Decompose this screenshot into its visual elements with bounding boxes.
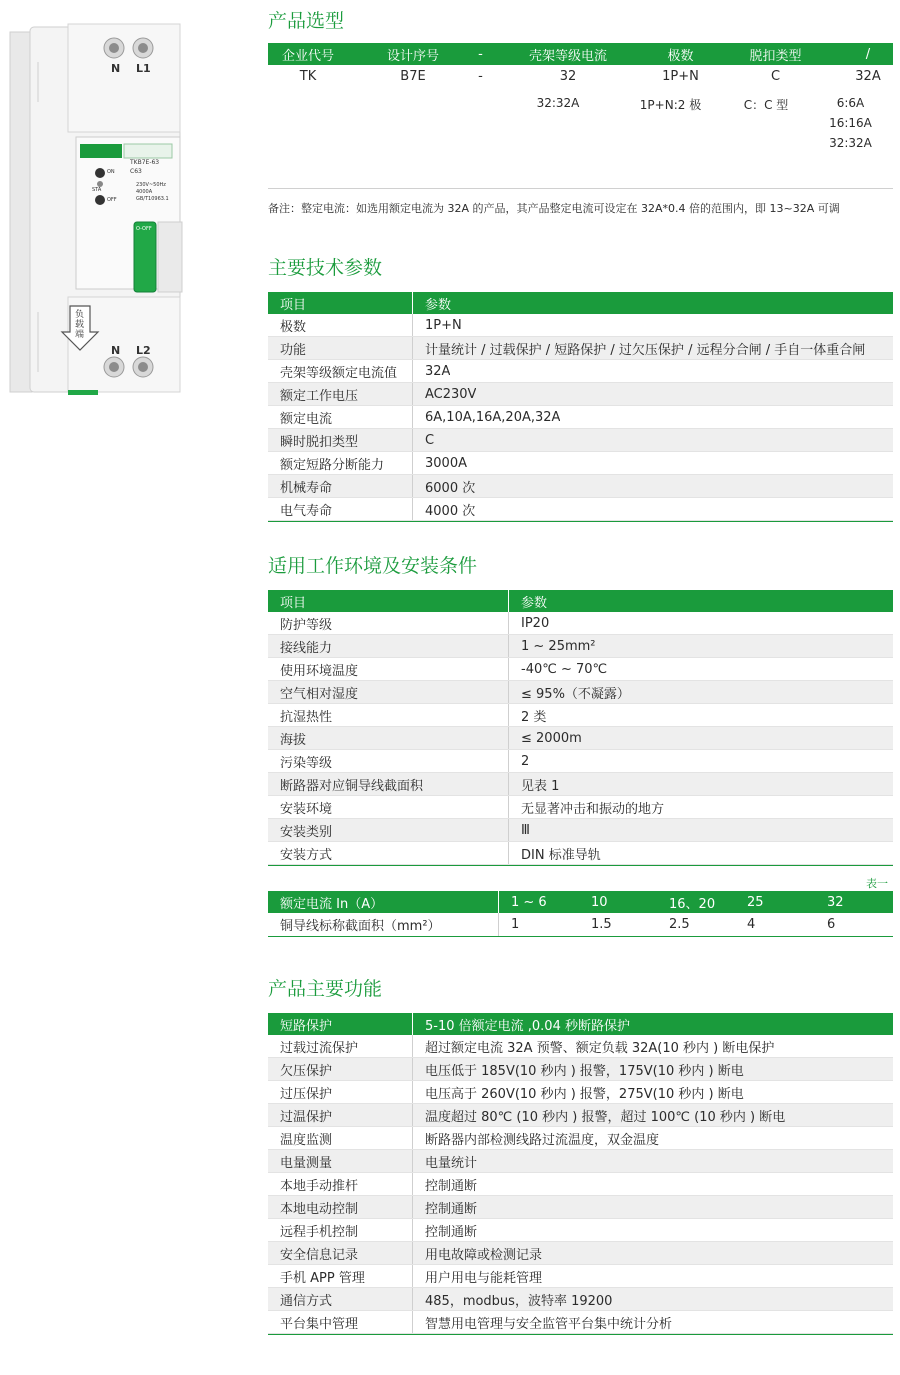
- value-frame-current: 32: [559, 69, 577, 84]
- env-item: 安装环境: [268, 796, 509, 818]
- functions-item: 本地手动推杆: [268, 1173, 413, 1195]
- header-poles: 极数: [667, 48, 694, 64]
- value-dash: -: [478, 69, 483, 84]
- tech-item: 极数: [268, 314, 413, 336]
- header-frame-current: 壳架等级电流: [528, 48, 607, 64]
- rating-text: C63: [130, 168, 142, 175]
- env-row: [268, 635, 893, 658]
- env-value: DIN 标准导轨: [521, 847, 601, 863]
- tech-value: 计量统计 / 过载保护 / 短路保护 / 过欠压保护 / 远程分合闸 / 手自一体重合闸: [425, 342, 866, 358]
- wire-val-3: 2.5: [669, 917, 690, 932]
- env-row: [268, 658, 893, 681]
- selection-title: 产品选型: [268, 10, 345, 32]
- tech-row: [268, 383, 893, 406]
- functions-item: 过载过流保护: [268, 1035, 413, 1057]
- on-button-label: ON: [107, 169, 115, 175]
- functions-value: 电压低于 185V(10 秒内 ) 报警，175V(10 秒内 ) 断电: [425, 1063, 744, 1079]
- wire-val-4: 4: [747, 917, 756, 932]
- functions-item: 电量测量: [268, 1150, 413, 1172]
- functions-row: [268, 1127, 893, 1150]
- functions-row: [268, 1288, 893, 1311]
- env-row: [268, 704, 893, 727]
- functions-value: 控制通断: [425, 1224, 478, 1240]
- header-dash: -: [478, 46, 483, 62]
- functions-item: 平台集中管理: [268, 1311, 413, 1333]
- wire-val-1: 1: [511, 917, 520, 932]
- off-button-label: OFF: [107, 197, 117, 203]
- functions-value: 用户用电与能耗管理: [425, 1270, 543, 1286]
- wire-head-2: 10: [591, 894, 608, 910]
- header-trip-type: 脱扣类型: [749, 48, 802, 64]
- functions-item: 远程手机控制: [268, 1219, 413, 1241]
- functions-item: 过温保护: [268, 1104, 413, 1126]
- env-item: 断路器对应铜导线截面积: [268, 773, 509, 795]
- option-poles: 1P+N:2 极: [639, 98, 702, 112]
- env-item: 污染等级: [268, 750, 509, 772]
- selection-note: 备注：整定电流：如选用额定电流为 32A 的产品，其产品整定电流可设定在 32A*0.4 倍的范围内，即 13~32A 可调: [268, 202, 840, 215]
- wire-table: [268, 891, 893, 937]
- env-item: 抗湿热性: [268, 704, 509, 726]
- functions-title: 产品主要功能: [268, 978, 383, 1000]
- product-image: [8, 12, 198, 397]
- tech-value: 6000 次: [425, 480, 476, 496]
- option-rated-2: 16:16A: [829, 116, 872, 130]
- switch-label: O-OFF: [136, 226, 152, 232]
- wire-head-5: 32: [827, 894, 844, 910]
- tech-title: 主要技术参数: [268, 257, 383, 279]
- divider: [268, 188, 893, 189]
- functions-row: [268, 1173, 893, 1196]
- tech-value: 6A,10A,16A,20A,32A: [425, 409, 561, 425]
- env-item: 安装方式: [268, 842, 509, 864]
- env-value: 2: [521, 753, 530, 769]
- option-rated-1: 6:6A: [836, 96, 865, 110]
- functions-row: [268, 1104, 893, 1127]
- functions-row: [268, 1219, 893, 1242]
- value-rated: 32A: [855, 69, 881, 84]
- functions-value: 温度超过 80℃ (10 秒内 ) 报警，超过 100℃ (10 秒内 ) 断电: [425, 1109, 786, 1125]
- wire-val-0: 铜导线标称截面积（mm²）: [268, 913, 499, 936]
- tech-row: [268, 452, 893, 475]
- env-row: [268, 796, 893, 819]
- tech-item: 额定电流: [268, 406, 413, 428]
- env-item: 海拔: [268, 727, 509, 749]
- breaker-illustration: [8, 12, 198, 397]
- functions-row: [268, 1150, 893, 1173]
- tech-value: C: [425, 432, 435, 448]
- value-trip-type: C: [770, 69, 781, 84]
- env-row: [268, 681, 893, 704]
- env-header-param: 参数: [521, 595, 548, 611]
- functions-item: 手机 APP 管理: [268, 1265, 413, 1287]
- header-slash: /: [865, 46, 871, 62]
- tech-row: [268, 498, 893, 521]
- env-value: 2 类: [521, 709, 547, 725]
- functions-value: 485，modbus，波特率 19200: [425, 1293, 613, 1309]
- env-table: [268, 590, 893, 866]
- value-design-no: B7E: [400, 69, 426, 84]
- env-row: [268, 727, 893, 750]
- env-header-item: 项目: [268, 590, 509, 612]
- functions-value: 用电故障或检测记录: [425, 1247, 543, 1263]
- env-item: 空气相对湿度: [268, 681, 509, 703]
- wire-head-4: 25: [747, 894, 764, 910]
- tech-item: 瞬时脱扣类型: [268, 429, 413, 451]
- functions-value: 断路器内部检测线路过流温度，双金温度: [425, 1132, 660, 1148]
- env-value: -40℃ ~ 70℃: [521, 661, 608, 677]
- functions-row: [268, 1013, 893, 1035]
- env-header-row: [268, 590, 893, 612]
- option-frame: 32:32A: [536, 96, 580, 110]
- env-value: ≤ 95%（不凝露）: [521, 686, 630, 702]
- tech-header-item: 项目: [268, 292, 413, 314]
- tech-row: [268, 337, 893, 360]
- option-rated-3: 32:32A: [829, 136, 872, 150]
- selection-options: [268, 88, 893, 178]
- functions-row: [268, 1058, 893, 1081]
- table-1-label: 表一: [866, 877, 888, 890]
- terminal-label-n-bottom: N: [111, 344, 121, 357]
- tech-row: [268, 475, 893, 498]
- tech-table: [268, 292, 893, 522]
- functions-row: [268, 1242, 893, 1265]
- terminal-label-l2: L2: [136, 344, 151, 357]
- wire-value-row: [268, 913, 893, 936]
- functions-item: 短路保护: [268, 1013, 413, 1035]
- functions-row: [268, 1196, 893, 1219]
- env-row: [268, 612, 893, 635]
- wire-val-2: 1.5: [591, 917, 612, 932]
- tech-item: 额定短路分断能力: [268, 452, 413, 474]
- env-value: ≤ 2000m: [521, 730, 582, 746]
- functions-table: [268, 1013, 893, 1335]
- functions-value: 5-10 倍额定电流 ,0.04 秒断路保护: [425, 1018, 630, 1034]
- functions-item: 温度监测: [268, 1127, 413, 1149]
- tech-item: 额定工作电压: [268, 383, 413, 405]
- tech-value: 4000 次: [425, 503, 476, 519]
- header-design-no: 设计序号: [386, 48, 439, 64]
- env-value: Ⅲ: [521, 822, 530, 838]
- wire-val-5: 6: [827, 917, 836, 932]
- env-value: 见表 1: [521, 778, 560, 794]
- selection-value-row: [268, 65, 893, 88]
- tech-value: 32A: [425, 363, 451, 379]
- wire-head-1: 1 ~ 6: [511, 894, 547, 910]
- functions-item: 本地电动控制: [268, 1196, 413, 1218]
- tech-row: [268, 360, 893, 383]
- env-row: [268, 773, 893, 796]
- env-value: 无显著冲击和振动的地方: [521, 801, 665, 817]
- wire-head-3: 16、20: [669, 896, 716, 912]
- terminal-label-n-top: N: [111, 62, 121, 75]
- tech-header-row: [268, 292, 893, 314]
- functions-row: [268, 1035, 893, 1058]
- terminal-label-l1: L1: [136, 62, 151, 75]
- option-trip: C：C 型: [743, 98, 789, 112]
- wire-head-0: 额定电流 In（A）: [268, 891, 499, 913]
- functions-row: [268, 1311, 893, 1334]
- env-item: 安装类别: [268, 819, 509, 841]
- tech-value: 3000A: [425, 455, 467, 471]
- header-company-code: 企业代号: [281, 48, 334, 64]
- env-value: 1 ~ 25mm²: [521, 638, 596, 654]
- model-text: TKB7E-63: [130, 159, 160, 166]
- functions-value: 超过额定电流 32A 预警、额定负载 32A(10 秒内 ) 断电保护: [425, 1040, 775, 1056]
- functions-value: 电压高于 260V(10 秒内 ) 报警，275V(10 秒内 ) 断电: [425, 1086, 744, 1102]
- env-title: 适用工作环境及安装条件: [268, 555, 478, 577]
- selection-table: [268, 43, 893, 178]
- tech-row: [268, 406, 893, 429]
- load-side-label: 负载端: [75, 310, 85, 340]
- functions-item: 过压保护: [268, 1081, 413, 1103]
- tech-item: 电气寿命: [268, 498, 413, 520]
- tech-item: 壳架等级额定电流值: [268, 360, 413, 382]
- tech-row: [268, 314, 893, 337]
- functions-value: 智慧用电管理与安全监管平台集中统计分析: [425, 1316, 673, 1332]
- functions-row: [268, 1265, 893, 1288]
- sta-label: STA: [92, 187, 102, 193]
- spec-text: 230V~50Hz 4000A GB/T10963.1: [136, 182, 169, 202]
- functions-item: 安全信息记录: [268, 1242, 413, 1264]
- tech-item: 机械寿命: [268, 475, 413, 497]
- value-company-code: TK: [299, 69, 317, 84]
- tech-item: 功能: [268, 337, 413, 359]
- env-value: IP20: [521, 615, 550, 631]
- functions-value: 电量统计: [425, 1155, 478, 1171]
- env-item: 接线能力: [268, 635, 509, 657]
- wire-header-row: [268, 891, 893, 913]
- env-item: 防护等级: [268, 612, 509, 634]
- env-row: [268, 750, 893, 773]
- functions-value: 控制通断: [425, 1201, 478, 1217]
- tech-value: 1P+N: [425, 317, 462, 333]
- functions-item: 欠压保护: [268, 1058, 413, 1080]
- tech-row: [268, 429, 893, 452]
- env-item: 使用环境温度: [268, 658, 509, 680]
- functions-value: 控制通断: [425, 1178, 478, 1194]
- env-row: [268, 819, 893, 842]
- value-poles: 1P+N: [662, 69, 699, 84]
- tech-header-param: 参数: [425, 297, 452, 313]
- functions-item: 通信方式: [268, 1288, 413, 1310]
- selection-header-row: [268, 43, 893, 65]
- env-row: [268, 842, 893, 865]
- tech-value: AC230V: [425, 386, 477, 402]
- functions-row: [268, 1081, 893, 1104]
